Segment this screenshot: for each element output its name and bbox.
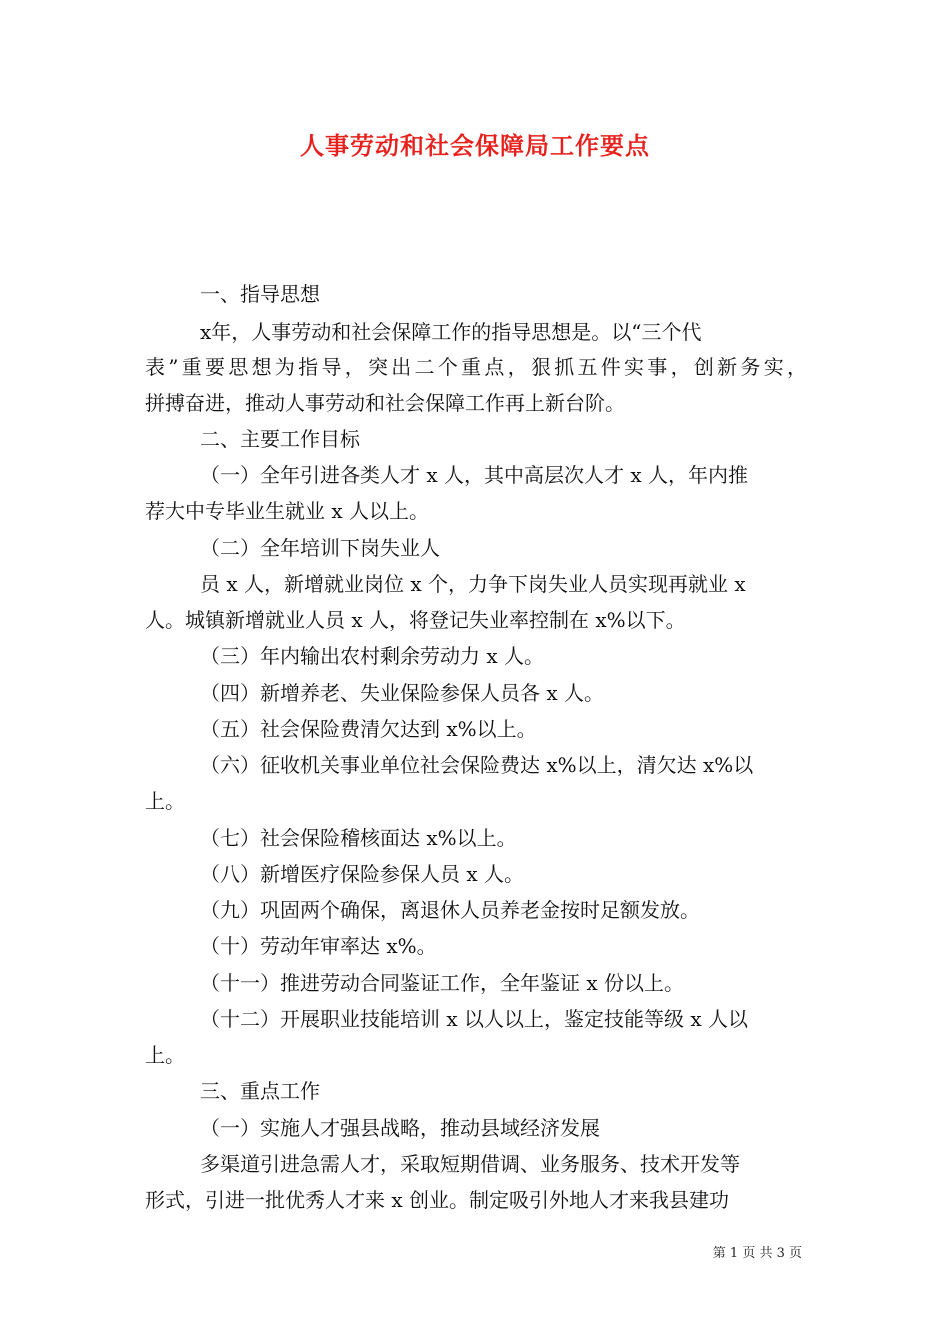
goal-item-line: （五）社会保险费清欠达到 x%以上。 xyxy=(200,717,537,741)
goal-item-line: （二）全年培训下岗失业人 xyxy=(200,536,440,560)
goal-item-line: （八）新增医疗保险参保人员 x 人。 xyxy=(200,862,524,886)
goal-item-line: （七）社会保险稽核面达 x%以上。 xyxy=(200,826,517,850)
paragraph-line: x年，人事劳动和社会保障工作的指导思想是。以“三个代 xyxy=(200,320,702,344)
page-number-footer: 第 1 页 共 3 页 xyxy=(712,1246,802,1261)
goal-item-line: （十二）开展职业技能培训 x 以人以上，鉴定技能等级 x 人以 xyxy=(200,1007,748,1031)
goal-item-line: （六）征收机关事业单位社会保险费达 x%以上，清欠达 x%以 xyxy=(200,753,754,777)
section-heading-main-goals: 二、主要工作目标 xyxy=(200,427,360,451)
subsection-heading: （一）实施人才强县战略，推动县域经济发展 xyxy=(200,1116,600,1140)
goal-item-line: （一）全年引进各类人才 x 人，其中高层次人才 x 人，年内推 xyxy=(200,463,748,487)
paragraph-line: 多渠道引进急需人才，采取短期借调、业务服务、技术开发等 xyxy=(200,1152,740,1176)
goal-item-line: （三）年内输出农村剩余劳动力 x 人。 xyxy=(200,644,544,668)
page-title: 人事劳动和社会保障局工作要点 xyxy=(300,131,650,160)
goal-item-line: 荐大中专毕业生就业 x 人以上。 xyxy=(145,499,429,523)
goal-item-line: 员 x 人，新增就业岗位 x 个，力争下岗失业人员实现再就业 x xyxy=(200,572,746,596)
goal-item-line: （九）巩固两个确保，离退休人员养老金按时足额发放。 xyxy=(200,898,700,922)
goal-item-line: （四）新增养老、失业保险参保人员各 x 人。 xyxy=(200,681,604,705)
goal-item-line: 上。 xyxy=(145,789,185,813)
paragraph-line: 形式，引进一批优秀人才来 x 创业。制定吸引外地人才来我县建功 xyxy=(145,1188,729,1212)
section-heading-key-work: 三、重点工作 xyxy=(200,1079,320,1103)
section-heading-guiding-thought: 一、指导思想 xyxy=(200,282,320,306)
goal-item-line: 上。 xyxy=(145,1043,185,1067)
paragraph-line: 表”重要思想为指导，突出二个重点，狠抓五件实事，创新务实， xyxy=(145,355,807,379)
goal-item-line: （十一）推进劳动合同鉴证工作，全年鉴证 x 份以上。 xyxy=(200,971,684,995)
goal-item-line: 人。城镇新增就业人员 x 人，将登记失业率控制在 x%以下。 xyxy=(145,608,686,632)
goal-item-line: （十）劳动年审率达 x%。 xyxy=(200,934,437,958)
paragraph-line: 拼搏奋进，推动人事劳动和社会保障工作再上新台阶。 xyxy=(145,391,625,415)
